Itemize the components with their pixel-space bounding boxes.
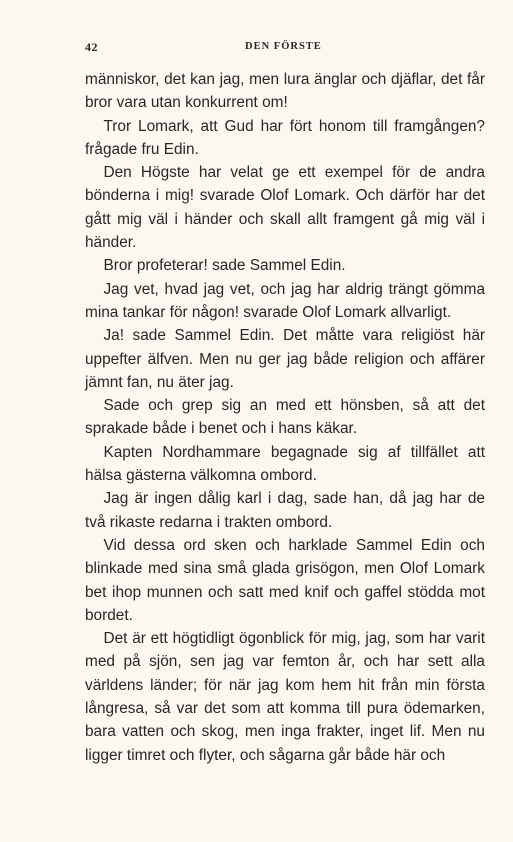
paragraph: Den Högste har velat ge ett exempel för de andra bönderna i mig! svarade Olof Lomark. Och därför har det gått mig väl i händer och skall allt framgent gå mig väl i händer. [85, 164, 485, 252]
paragraph: Sade och grep sig an med ett hönsben, så att det sprakade både i benet och i hans käkar. [85, 397, 485, 438]
paragraph: Det är ett högtidligt ögonblick för mig, jag, som har varit med på sjön, sen jag var femton år, och har sett alla världens länder; för när jag kom hem hit från min första långresa, så var det som att komma till pura ödemarken, bara vatten och skog, men inga frakter, inget lif. Men nu ligger timret och flyter, och sågarna går både här och [85, 630, 485, 764]
paragraph: Kapten Nordhammare begagnade sig af tillfället att hälsa gästerna välkomna ombord. [85, 443, 485, 485]
paragraph: Jag är ingen dålig karl i dag, sade han, då jag har de två rikaste redarna i trakten ombord. [85, 490, 485, 531]
paragraph: Bror profeterar! sade Sammel Edin. [103, 257, 346, 275]
running-title: DEN FÖRSTE [245, 41, 322, 52]
paragraph: Vid dessa ord sken och harklade Sammel Edin och blinkade med sina små glada grisögon, men Olof Lomark bet ihop munnen och satt med knif och gaffel stödda mot bordet. [85, 536, 485, 624]
paragraph: Ja! sade Sammel Edin. Det måtte vara religiöst här uppefter älfven. Men nu ger jag både religion och affärer jämnt fan, nu äter jag. [85, 327, 485, 391]
page-number: 42 [85, 40, 98, 54]
paragraph: Jag vet, hvad jag vet, och jag har aldrig trängt gömma mina tankar för någon! svarade Olof Lomark allvarligt. [85, 280, 485, 321]
body-text [85, 68, 485, 767]
page-header [85, 40, 485, 58]
paragraph: Tror Lomark, att Gud har fört honom till framgången? frågade fru Edin. [85, 117, 485, 158]
paragraph: människor, det kan jag, men lura änglar och djäflar, det får bror vara utan konkurrent om! [85, 71, 485, 112]
